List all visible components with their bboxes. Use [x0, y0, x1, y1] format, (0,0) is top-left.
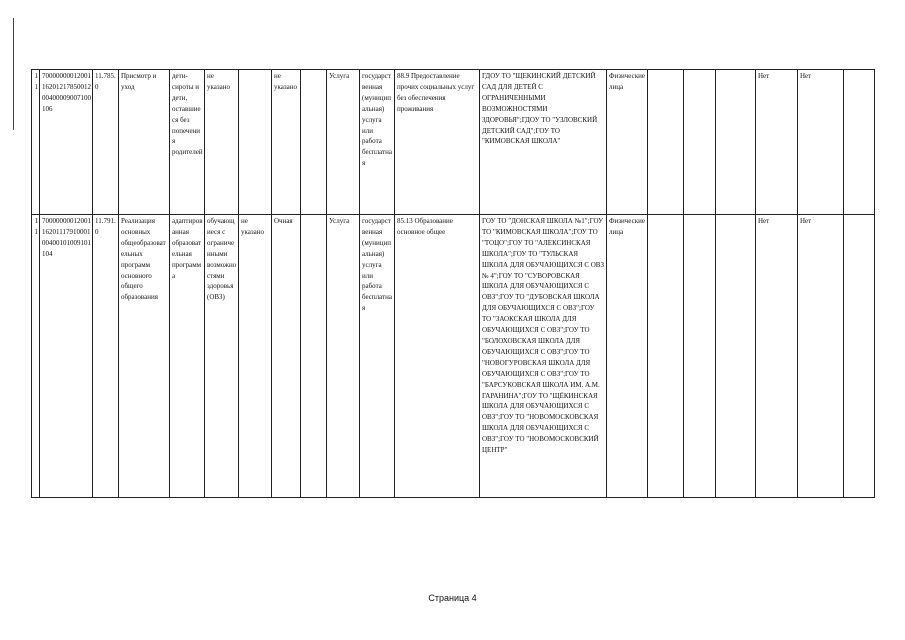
- okved-code: 11.785.0: [93, 70, 119, 215]
- registry-code: 700000000120011620111791000100400101009101104: [40, 215, 93, 498]
- table-row: [32, 215, 875, 498]
- service-name: Реализация основных общеобразовательных программ основного общего образования: [119, 215, 170, 498]
- empty-cell: [684, 215, 716, 498]
- service-name: Присмотр и уход: [119, 70, 170, 215]
- service-content-1: дети-сироты и дети, оставшиеся без попечения родителей: [170, 70, 205, 215]
- row-number: 11: [32, 70, 40, 215]
- table-row: [32, 70, 875, 215]
- flag-cell: Нет: [756, 70, 798, 215]
- service-kind: Услуга: [327, 215, 360, 498]
- services-registry-table: [31, 69, 875, 498]
- empty-cell: [716, 215, 756, 498]
- service-content-1: адаптированная образовательная программа: [170, 215, 205, 498]
- row-number: 11: [32, 215, 40, 498]
- providers-list: ГДОУ ТО "ЩЕКИНСКИЙ ДЕТСКИЙ САД ДЛЯ ДЕТЕЙ С ОГРАНИЧЕННЫМИ ВОЗМОЖНОСТЯМИ ЗДОРОВЬЯ";ГДОУ ТО "УЗЛОВСКИЙ ДЕТСКИЙ САД";ГОУ ТО "КИМОВСКАЯ ШКОЛА": [480, 70, 607, 215]
- service-condition-2: [301, 70, 327, 215]
- consumer-category: Физические лица: [607, 215, 648, 498]
- empty-cell: [648, 70, 684, 215]
- service-content-3: не указано: [239, 215, 272, 498]
- empty-cell: [648, 215, 684, 498]
- service-content-2: обучающиеся с ограниченными возможностями здоровья (ОВЗ): [205, 215, 239, 498]
- providers-list: ГОУ ТО "ДОНСКАЯ ШКОЛА №1";ГОУ ТО "КИМОВСКАЯ ШКОЛА";ГОУ ТО "ТОЦО";ГОУ ТО "АЛЕКСИНСКАЯ ШКОЛА";ГОУ ТО "ТУЛЬСКАЯ ШКОЛА ДЛЯ ОБУЧАЮЩИХСЯ С ОВЗ № 4";ГОУ ТО "СУВОРОВСКАЯ ШКОЛА ДЛЯ ОБУЧАЮЩИХСЯ С ОВЗ";ГОУ ТО "ДУБОВСКАЯ ШКОЛА ДЛЯ ОБУЧАЮЩИХСЯ С ОВЗ";ГОУ ТО "ЗАОКСКАЯ ШКОЛА ДЛЯ ОБУЧАЮЩИХСЯ С ОВЗ";ГОУ ТО "БОЛОХОВСКАЯ ШКОЛА ДЛЯ ОБУЧАЮЩИХСЯ С ОВЗ";ГОУ ТО "НОВОГУРОВСКАЯ ШКОЛА ДЛЯ ОБУЧАЮЩИХСЯ С ОВЗ";ГОУ ТО "БАРСУКОВСКАЯ ШКОЛА ИМ. А.М. ГАРАНИНА";ГОУ ТО "ЩЁКИНСКАЯ ШКОЛА ДЛЯ ОБУЧАЮЩИХСЯ С ОВЗ";ГОУ ТО "НОВОМОСКОВСКАЯ ШКОЛА ДЛЯ ОБУЧАЮЩИХСЯ С ОВЗ";ГОУ ТО "НОВОМОСКОВСКИЙ ЦЕНТР": [480, 215, 607, 498]
- service-condition-2: [301, 215, 327, 498]
- okved-code: 11.791.0: [93, 215, 119, 498]
- empty-cell: [844, 70, 875, 215]
- service-kind: Услуга: [327, 70, 360, 215]
- registry-code: 700000000120011620121785001200400009007100106: [40, 70, 93, 215]
- flag-cell: Нет: [798, 70, 844, 215]
- okpd-code: 88.9 Предоставление прочих социальных услуг без обеспечения проживания: [395, 70, 480, 215]
- payment-type: государственная (муниципальная) услуга или работа бесплатная: [360, 70, 395, 215]
- consumer-category: Физические лица: [607, 70, 648, 215]
- page-number: Страница 4: [428, 593, 477, 603]
- empty-cell: [716, 70, 756, 215]
- left-margin-line: [13, 18, 14, 130]
- service-condition-1: не указано: [272, 70, 301, 215]
- empty-cell: [844, 215, 875, 498]
- flag-cell: Нет: [756, 215, 798, 498]
- service-content-2: не указано: [205, 70, 239, 215]
- service-content-3: [239, 70, 272, 215]
- service-condition-1: Очная: [272, 215, 301, 498]
- flag-cell: Нет: [798, 215, 844, 498]
- payment-type: государственная (муниципальная) услуга или работа бесплатная: [360, 215, 395, 498]
- okpd-code: 85.13 Образование основное общее: [395, 215, 480, 498]
- empty-cell: [684, 70, 716, 215]
